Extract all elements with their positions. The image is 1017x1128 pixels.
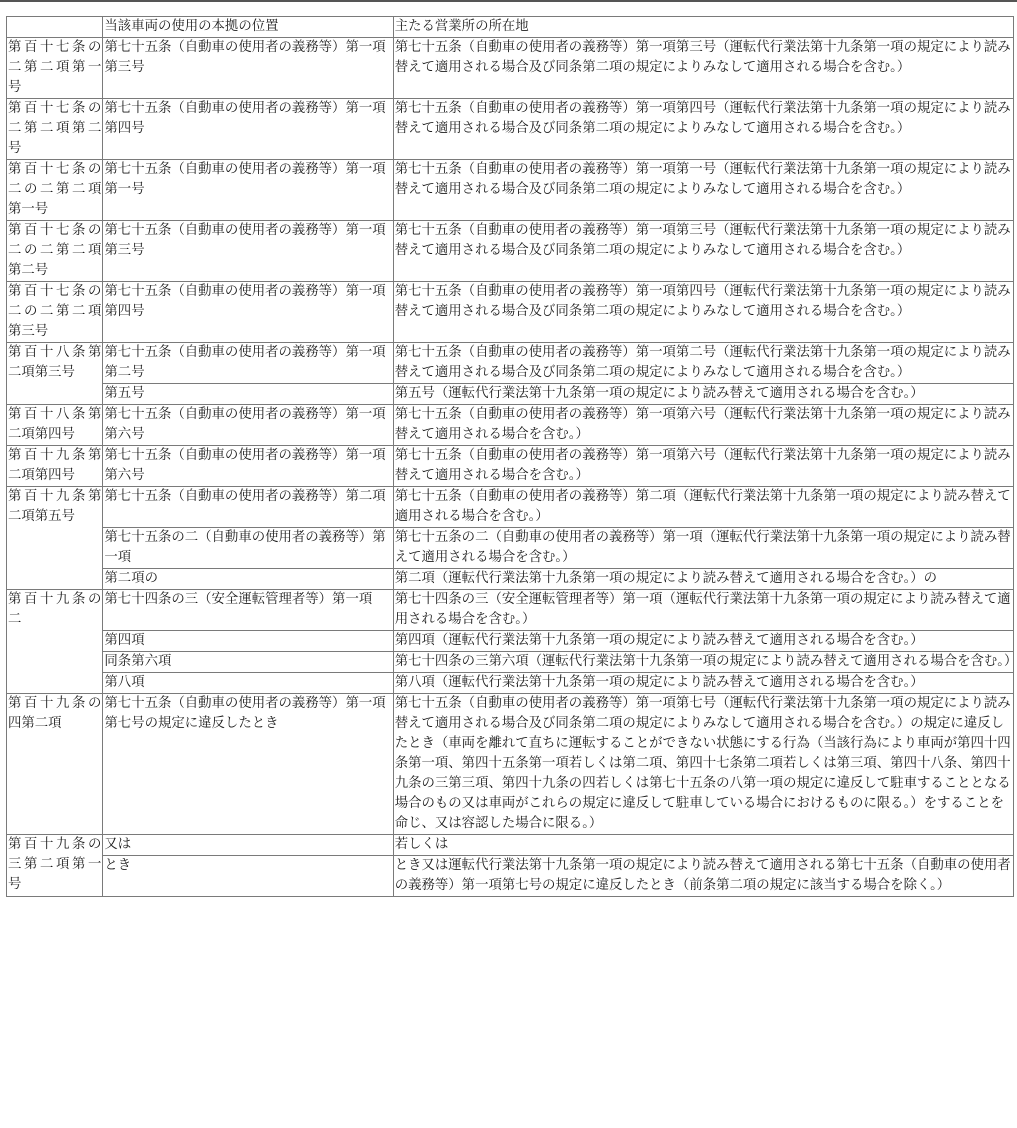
article-cell: 第百十九条第二項第四号 bbox=[7, 446, 103, 487]
original-text-cell: 第七十五条の二（自動車の使用者の義務等）第一項 bbox=[103, 528, 393, 569]
original-text-cell: 第四項 bbox=[103, 631, 393, 652]
table-row bbox=[7, 160, 1014, 221]
original-text-cell: 第七十五条（自動車の使用者の義務等）第一項第二号 bbox=[103, 343, 393, 384]
table-row bbox=[7, 487, 1014, 528]
original-text-cell: 第五号 bbox=[103, 384, 393, 405]
replacement-text-cell: 第七十五条の二（自動車の使用者の義務等）第一項（運転代行業法第十九条第一項の規定により読み替えて適用される場合を含む。） bbox=[393, 528, 1013, 569]
original-text-cell: 又は bbox=[103, 835, 393, 856]
original-text-cell: 第七十五条（自動車の使用者の義務等）第一項第六号 bbox=[103, 446, 393, 487]
article-cell: 第百十七条の二第二項第二号 bbox=[7, 99, 103, 160]
replacement-text-cell: 第七十四条の三（安全運転管理者等）第一項（運転代行業法第十九条第一項の規定により読み替えて適用される場合を含む。） bbox=[393, 590, 1013, 631]
original-text-cell: 第七十五条（自動車の使用者の義務等）第二項 bbox=[103, 487, 393, 528]
table-row bbox=[7, 384, 1014, 405]
article-cell: 第百十七条の二の二第二項第一号 bbox=[7, 160, 103, 221]
table-row bbox=[7, 528, 1014, 569]
article-cell: 第百十九条の四第二項 bbox=[7, 694, 103, 835]
original-text-cell: 第七十五条（自動車の使用者の義務等）第一項第四号 bbox=[103, 282, 393, 343]
replacement-text-cell: 第七十五条（自動車の使用者の義務等）第一項第七号（運転代行業法第十九条第一項の規定により読み替えて適用される場合及び同条第二項の規定によりみなして適用される場合を含む。）の規定に違反したとき（車両を離れて直ちに運転することができない状態にする行為（当該行為により車両が第四十四条第一項、第四十五条第一項若しくは第二項、第四十七条第二項若しくは第三項、第四十八条、第四十九条の三第三項、第四十九条の四若しくは第七十五条の八第一項の規定に違反して駐車することとなる場合のもの又は車両がこれらの規定に違反して駐車している場合におけるものに限る。）をすることを命じ、又は容認した場合に限る。） bbox=[393, 694, 1013, 835]
table-row bbox=[7, 652, 1014, 673]
table-row bbox=[7, 631, 1014, 652]
replacement-text-cell: 第七十五条（自動車の使用者の義務等）第一項第三号（運転代行業法第十九条第一項の規定により読み替えて適用される場合及び同条第二項の規定によりみなして適用される場合を含む。） bbox=[393, 38, 1013, 99]
table-row bbox=[7, 694, 1014, 835]
table-body bbox=[7, 17, 1017, 897]
header-cell-original: 当該車両の使用の本拠の位置 bbox=[103, 17, 393, 38]
header-cell-replacement: 主たる営業所の所在地 bbox=[393, 17, 1013, 38]
article-cell: 第百十九条第二項第五号 bbox=[7, 487, 103, 590]
article-cell: 第百十八条第二項第四号 bbox=[7, 405, 103, 446]
table-row bbox=[7, 38, 1014, 99]
original-text-cell: 第八項 bbox=[103, 673, 393, 694]
original-text-cell: 第七十五条（自動車の使用者の義務等）第一項第七号の規定に違反したとき bbox=[103, 694, 393, 835]
original-text-cell: 第二項の bbox=[103, 569, 393, 590]
replacement-table bbox=[6, 16, 1017, 897]
article-cell: 第百十七条の二の二第二項第三号 bbox=[7, 282, 103, 343]
table-row bbox=[7, 835, 1014, 856]
replacement-text-cell: とき又は運転代行業法第十九条第一項の規定により読み替えて適用される第七十五条（自動車の使用者の義務等）第一項第七号の規定に違反したとき（前条第二項の規定に該当する場合を除く。） bbox=[393, 856, 1013, 897]
replacement-text-cell: 第七十五条（自動車の使用者の義務等）第一項第六号（運転代行業法第十九条第一項の規定により読み替えて適用される場合を含む。） bbox=[393, 405, 1013, 446]
original-text-cell: 第七十五条（自動車の使用者の義務等）第一項第六号 bbox=[103, 405, 393, 446]
replacement-text-cell: 第八項（運転代行業法第十九条第一項の規定により読み替えて適用される場合を含む。） bbox=[393, 673, 1013, 694]
table-row bbox=[7, 856, 1014, 897]
table-row bbox=[7, 282, 1014, 343]
replacement-text-cell: 第七十五条（自動車の使用者の義務等）第一項第六号（運転代行業法第十九条第一項の規定により読み替えて適用される場合を含む。） bbox=[393, 446, 1013, 487]
table-row bbox=[7, 221, 1014, 282]
replacement-text-cell: 第五号（運転代行業法第十九条第一項の規定により読み替えて適用される場合を含む。） bbox=[393, 384, 1013, 405]
article-cell: 第百十九条の三第二項第一号 bbox=[7, 835, 103, 897]
replacement-text-cell: 第四項（運転代行業法第十九条第一項の規定により読み替えて適用される場合を含む。） bbox=[393, 631, 1013, 652]
header-cell-empty bbox=[7, 17, 103, 38]
replacement-text-cell: 第七十五条（自動車の使用者の義務等）第一項第二号（運転代行業法第十九条第一項の規定により読み替えて適用される場合及び同条第二項の規定によりみなして適用される場合を含む。） bbox=[393, 343, 1013, 384]
article-cell: 第百十七条の二の二第二項第二号 bbox=[7, 221, 103, 282]
table-row bbox=[7, 99, 1014, 160]
replacement-text-cell: 第七十五条（自動車の使用者の義務等）第一項第四号（運転代行業法第十九条第一項の規定により読み替えて適用される場合及び同条第二項の規定によりみなして適用される場合を含む。） bbox=[393, 99, 1013, 160]
table-row bbox=[7, 446, 1014, 487]
replacement-text-cell: 第二項（運転代行業法第十九条第一項の規定により読み替えて適用される場合を含む。）の bbox=[393, 569, 1013, 590]
replacement-text-cell: 第七十五条（自動車の使用者の義務等）第一項第三号（運転代行業法第十九条第一項の規定により読み替えて適用される場合及び同条第二項の規定によりみなして適用される場合を含む。） bbox=[393, 221, 1013, 282]
table-row bbox=[7, 343, 1014, 384]
article-cell: 第百十八条第二項第三号 bbox=[7, 343, 103, 405]
replacement-text-cell: 第七十五条（自動車の使用者の義務等）第二項（運転代行業法第十九条第一項の規定により読み替えて適用される場合を含む。） bbox=[393, 487, 1013, 528]
header-row bbox=[7, 17, 1014, 38]
original-text-cell: 第七十五条（自動車の使用者の義務等）第一項第三号 bbox=[103, 221, 393, 282]
replacement-text-cell: 若しくは bbox=[393, 835, 1013, 856]
original-text-cell: 第七十五条（自動車の使用者の義務等）第一項第三号 bbox=[103, 38, 393, 99]
table-row bbox=[7, 569, 1014, 590]
replacement-text-cell: 第七十五条（自動車の使用者の義務等）第一項第一号（運転代行業法第十九条第一項の規定により読み替えて適用される場合及び同条第二項の規定によりみなして適用される場合を含む。） bbox=[393, 160, 1013, 221]
table-row bbox=[7, 673, 1014, 694]
original-text-cell: 第七十五条（自動車の使用者の義務等）第一項第四号 bbox=[103, 99, 393, 160]
article-cell: 第百十七条の二第二項第一号 bbox=[7, 38, 103, 99]
replacement-text-cell: 第七十四条の三第六項（運転代行業法第十九条第一項の規定により読み替えて適用される場合を含む。） bbox=[393, 652, 1013, 673]
table-row bbox=[7, 405, 1014, 446]
original-text-cell: 第七十五条（自動車の使用者の義務等）第一項第一号 bbox=[103, 160, 393, 221]
article-cell: 第百十九条の二 bbox=[7, 590, 103, 694]
original-text-cell: とき bbox=[103, 856, 393, 897]
original-text-cell: 第七十四条の三（安全運転管理者等）第一項 bbox=[103, 590, 393, 631]
replacement-text-cell: 第七十五条（自動車の使用者の義務等）第一項第四号（運転代行業法第十九条第一項の規定により読み替えて適用される場合及び同条第二項の規定によりみなして適用される場合を含む。） bbox=[393, 282, 1013, 343]
original-text-cell: 同条第六項 bbox=[103, 652, 393, 673]
top-rule bbox=[0, 0, 1017, 2]
table-row bbox=[7, 590, 1014, 631]
